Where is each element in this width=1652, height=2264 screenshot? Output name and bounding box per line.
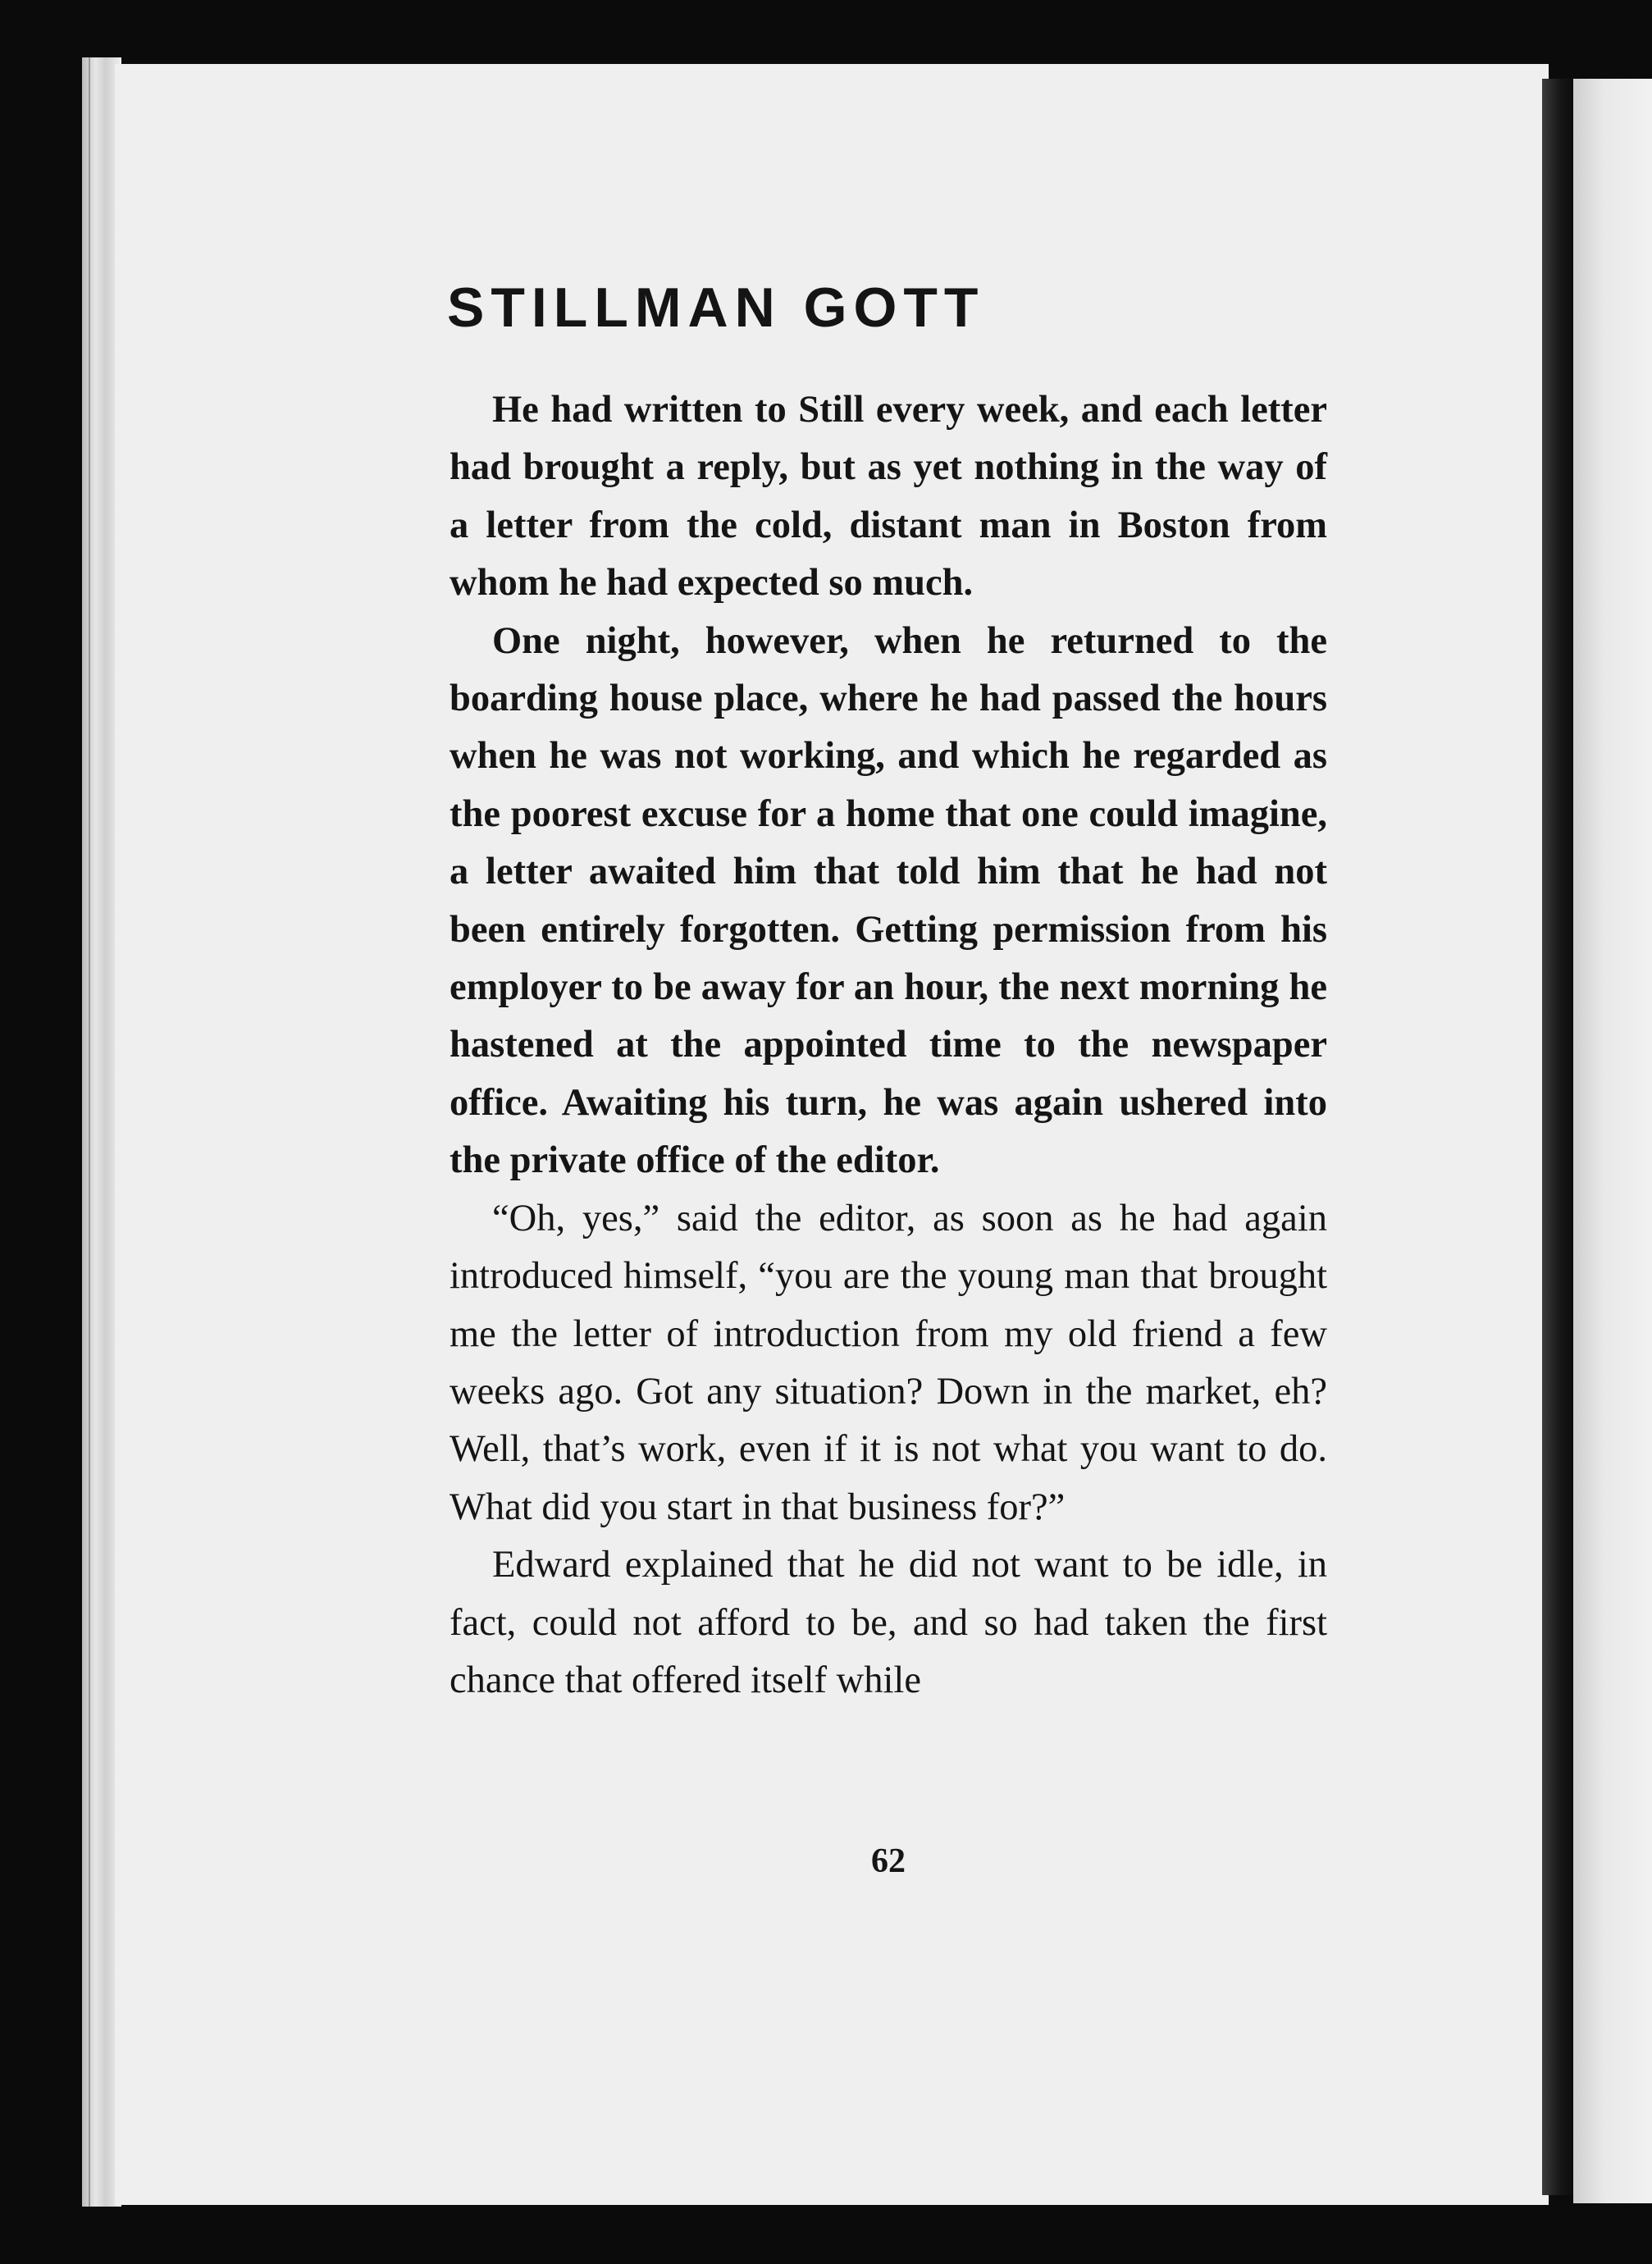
paragraph: One night, however, when he returned to the boarding house place, where he had passed the hours when he was not working, and which he regarded as the poorest excuse for a home that one could imagine, a letter awaited him that told him that he had not been entirely forgotten. Getting permission from his employer to be away for an hour, the next morning he hastened at the appointed time to the newspaper office. Awaiting his turn, he was again ushered into the private office of the editor. [450,619,1327,1182]
gutter-shadow [1542,79,1573,2195]
paragraph: He had written to Still every week, and each letter had brought a reply, but as yet nothing in the way of a letter from the cold, distant man in Boston from whom he had expected so much. [450,389,1327,605]
facing-page-edge [1573,79,1652,2203]
body-text [450,381,1327,1709]
running-head: STILLMAN GOTT [447,276,985,339]
paragraph: Edward explained that he did not want to be idle, in fact, could not afford to be, and so had taken the first chance that offered itself while [450,1544,1327,1701]
paragraph: “Oh, yes,” said the editor, as soon as he had again introduced himself, “you are the young man that brought me the letter of introduction from my old friend a few weeks ago. Got any situation? Down in the market, eh? Well, that’s work, even if it is not what you want to do. What did you start in that business for?” [450,1197,1327,1528]
page-number: 62 [871,1842,906,1880]
